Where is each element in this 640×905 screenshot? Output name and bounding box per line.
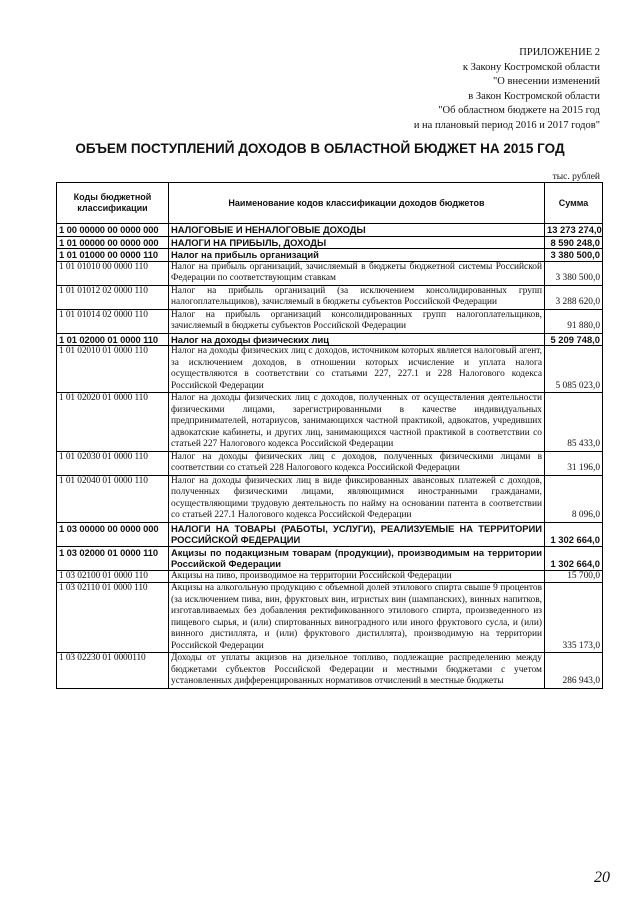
row-name: Доходы от уплаты акцизов на дизельное топливо, подлежащие распределению между бюджетами субъектов Российской Федерации и местными бюджетами с учетом установленных дифференцированных нормативов отчислений в местные бюджеты [169, 653, 545, 689]
row-code: 1 01 02030 01 0000 110 [57, 451, 169, 475]
row-name: НАЛОГОВЫЕ И НЕНАЛОГОВЫЕ ДОХОДЫ [169, 224, 545, 237]
row-code: 1 01 01000 00 0000 110 [57, 249, 169, 262]
row-sum: 91 880,0 [545, 309, 603, 333]
table-row [57, 249, 603, 262]
row-name: Налог на доходы физических лиц с доходов, источником которых является налоговый агент, за исключением доходов, в отношении которых исчисление и уплата налога осуществляются в соответствии со статьями 227, 227.1 и 228 Налогового кодекса Российской Федерации [169, 346, 545, 393]
row-sum: 3 380 500,0 [545, 249, 603, 262]
table-row [57, 570, 603, 583]
table-row [57, 583, 603, 653]
row-code: 1 01 01012 02 0000 110 [57, 285, 169, 309]
appendix-line: ПРИЛОЖЕНИЕ 2 [519, 47, 600, 58]
row-sum: 5 209 748,0 [545, 333, 603, 346]
header-code: Коды бюджетной классификации [57, 183, 169, 224]
table-row [57, 309, 603, 333]
table-row [57, 522, 603, 546]
row-code: 1 03 00000 00 0000 000 [57, 522, 169, 546]
header-name: Наименование кодов классификации доходов бюджетов [169, 183, 545, 224]
row-name: Акцизы на пиво, производимое на территории Российской Федерации [169, 570, 545, 583]
header-sum: Сумма [545, 183, 603, 224]
row-name: Налог на прибыль организаций [169, 249, 545, 262]
table-row [57, 236, 603, 249]
row-code: 1 00 00000 00 0000 000 [57, 224, 169, 237]
row-sum: 8 096,0 [545, 475, 603, 522]
row-sum: 1 302 664,0 [545, 522, 603, 546]
table-row [57, 546, 603, 570]
row-name: Налог на доходы физических лиц с доходов, полученных от осуществления деятельности физическими лицами, зарегистрированными в качестве индивидуальных предпринимателей, нотариусов, занимающихся частной практикой, адвокатов, учредивших адвокатские кабинеты, и других лиц, занимающихся частной практикой в соответствии со статьей 227 Налогового кодекса Российской Федерации [169, 393, 545, 452]
appendix-line: "О внесении изменений [493, 76, 600, 87]
row-sum: 85 433,0 [545, 393, 603, 452]
table-row [57, 475, 603, 522]
revenue-table [56, 182, 603, 689]
row-code: 1 01 01010 00 0000 110 [57, 261, 169, 285]
row-name: НАЛОГИ НА ПРИБЫЛЬ, ДОХОДЫ [169, 236, 545, 249]
page-number: 20 [594, 869, 610, 886]
table-row [57, 393, 603, 452]
row-sum: 5 085 023,0 [545, 346, 603, 393]
row-name: Налог на доходы физических лиц [169, 333, 545, 346]
row-code: 1 01 02020 01 0000 110 [57, 393, 169, 452]
appendix-line: к Закону Костромской области [462, 61, 600, 73]
row-code: 1 01 02000 01 0000 110 [57, 333, 169, 346]
row-name: Налог на доходы физических лиц в виде фиксированных авансовых платежей с доходов, полученных физическими лицами, являющимися иностранными гражданами, осуществляющими трудовую деятельность по найму на основании патента в соответствии со статьей 227.1 Налогового кодекса Российской Федерации [169, 475, 545, 522]
row-name: Акцизы по подакцизным товарам (продукции), производимым на территории Российской Федерации [169, 546, 545, 570]
row-code: 1 01 02010 01 0000 110 [57, 346, 169, 393]
row-code: 1 03 02000 01 0000 110 [57, 546, 169, 570]
row-sum: 15 700,0 [545, 570, 603, 583]
row-name: Налог на доходы физических лиц с доходов, полученных физическими лицами в соответствии со статьей 228 Налогового кодекса Российской Федерации [169, 451, 545, 475]
row-code: 1 03 02100 01 0000 110 [57, 570, 169, 583]
row-code: 1 01 01014 02 0000 110 [57, 309, 169, 333]
row-name: Акцизы на алкогольную продукцию с объемной долей этилового спирта свыше 9 процентов (за исключением пива, вин, фруктовых вин, игристых вин (шампанских), винных напитков, изготавливаемых без добавления ректификованного этилового спирта, произведенного из пищевого сырья, и (или) спиртованных виноградного или иного фруктового сусла, и (или) винного дистиллята, и (или) фруктового дистиллята), производимую на территории Российской Федерации [169, 583, 545, 653]
table-row [57, 346, 603, 393]
row-code: 1 01 00000 00 0000 000 [57, 236, 169, 249]
appendix-line: "Об областном бюджете на 2015 год [438, 105, 600, 116]
document-title: ОБЪЕМ ПОСТУПЛЕНИЙ ДОХОДОВ В ОБЛАСТНОЙ БЮДЖЕТ НА 2015 ГОД [75, 141, 565, 156]
table-header-row [57, 183, 603, 224]
row-sum: 8 590 248,0 [545, 236, 603, 249]
row-sum: 335 173,0 [545, 583, 603, 653]
appendix-block [414, 46, 600, 133]
row-code: 1 03 02230 01 0000110 [57, 653, 169, 689]
row-name: Налог на прибыль организаций консолидированных групп налогоплательщиков, зачисляемый в бюджеты субъектов Российской Федерации [169, 309, 545, 333]
table-row [57, 285, 603, 309]
table-row [57, 451, 603, 475]
table-row [57, 333, 603, 346]
appendix-line: в Закон Костромской области [468, 90, 600, 102]
table-row [57, 653, 603, 689]
row-sum: 3 288 620,0 [545, 285, 603, 309]
row-name: Налог на прибыль организаций (за исключением консолидированных групп налогоплательщиков), зачисляемый в бюджеты субъектов Российской Федерации [169, 285, 545, 309]
row-sum: 1 302 664,0 [545, 546, 603, 570]
row-name: Налог на прибыль организаций, зачисляемый в бюджеты бюджетной системы Российской Федерации по соответствующим ставкам [169, 261, 545, 285]
row-name: НАЛОГИ НА ТОВАРЫ (РАБОТЫ, УСЛУГИ), РЕАЛИЗУЕМЫЕ НА ТЕРРИТОРИИ РОССИЙСКОЙ ФЕДЕРАЦИИ [169, 522, 545, 546]
table-row [57, 261, 603, 285]
row-sum: 3 380 500,0 [545, 261, 603, 285]
row-code: 1 03 02110 01 0000 110 [57, 583, 169, 653]
appendix-line: и на плановый период 2016 и 2017 годов" [413, 119, 600, 131]
table-row [57, 224, 603, 237]
row-sum: 13 273 274,0 [545, 224, 603, 237]
units-label: тыс. рублей [552, 172, 600, 182]
row-code: 1 01 02040 01 0000 110 [57, 475, 169, 522]
row-sum: 286 943,0 [545, 653, 603, 689]
row-sum: 31 196,0 [545, 451, 603, 475]
